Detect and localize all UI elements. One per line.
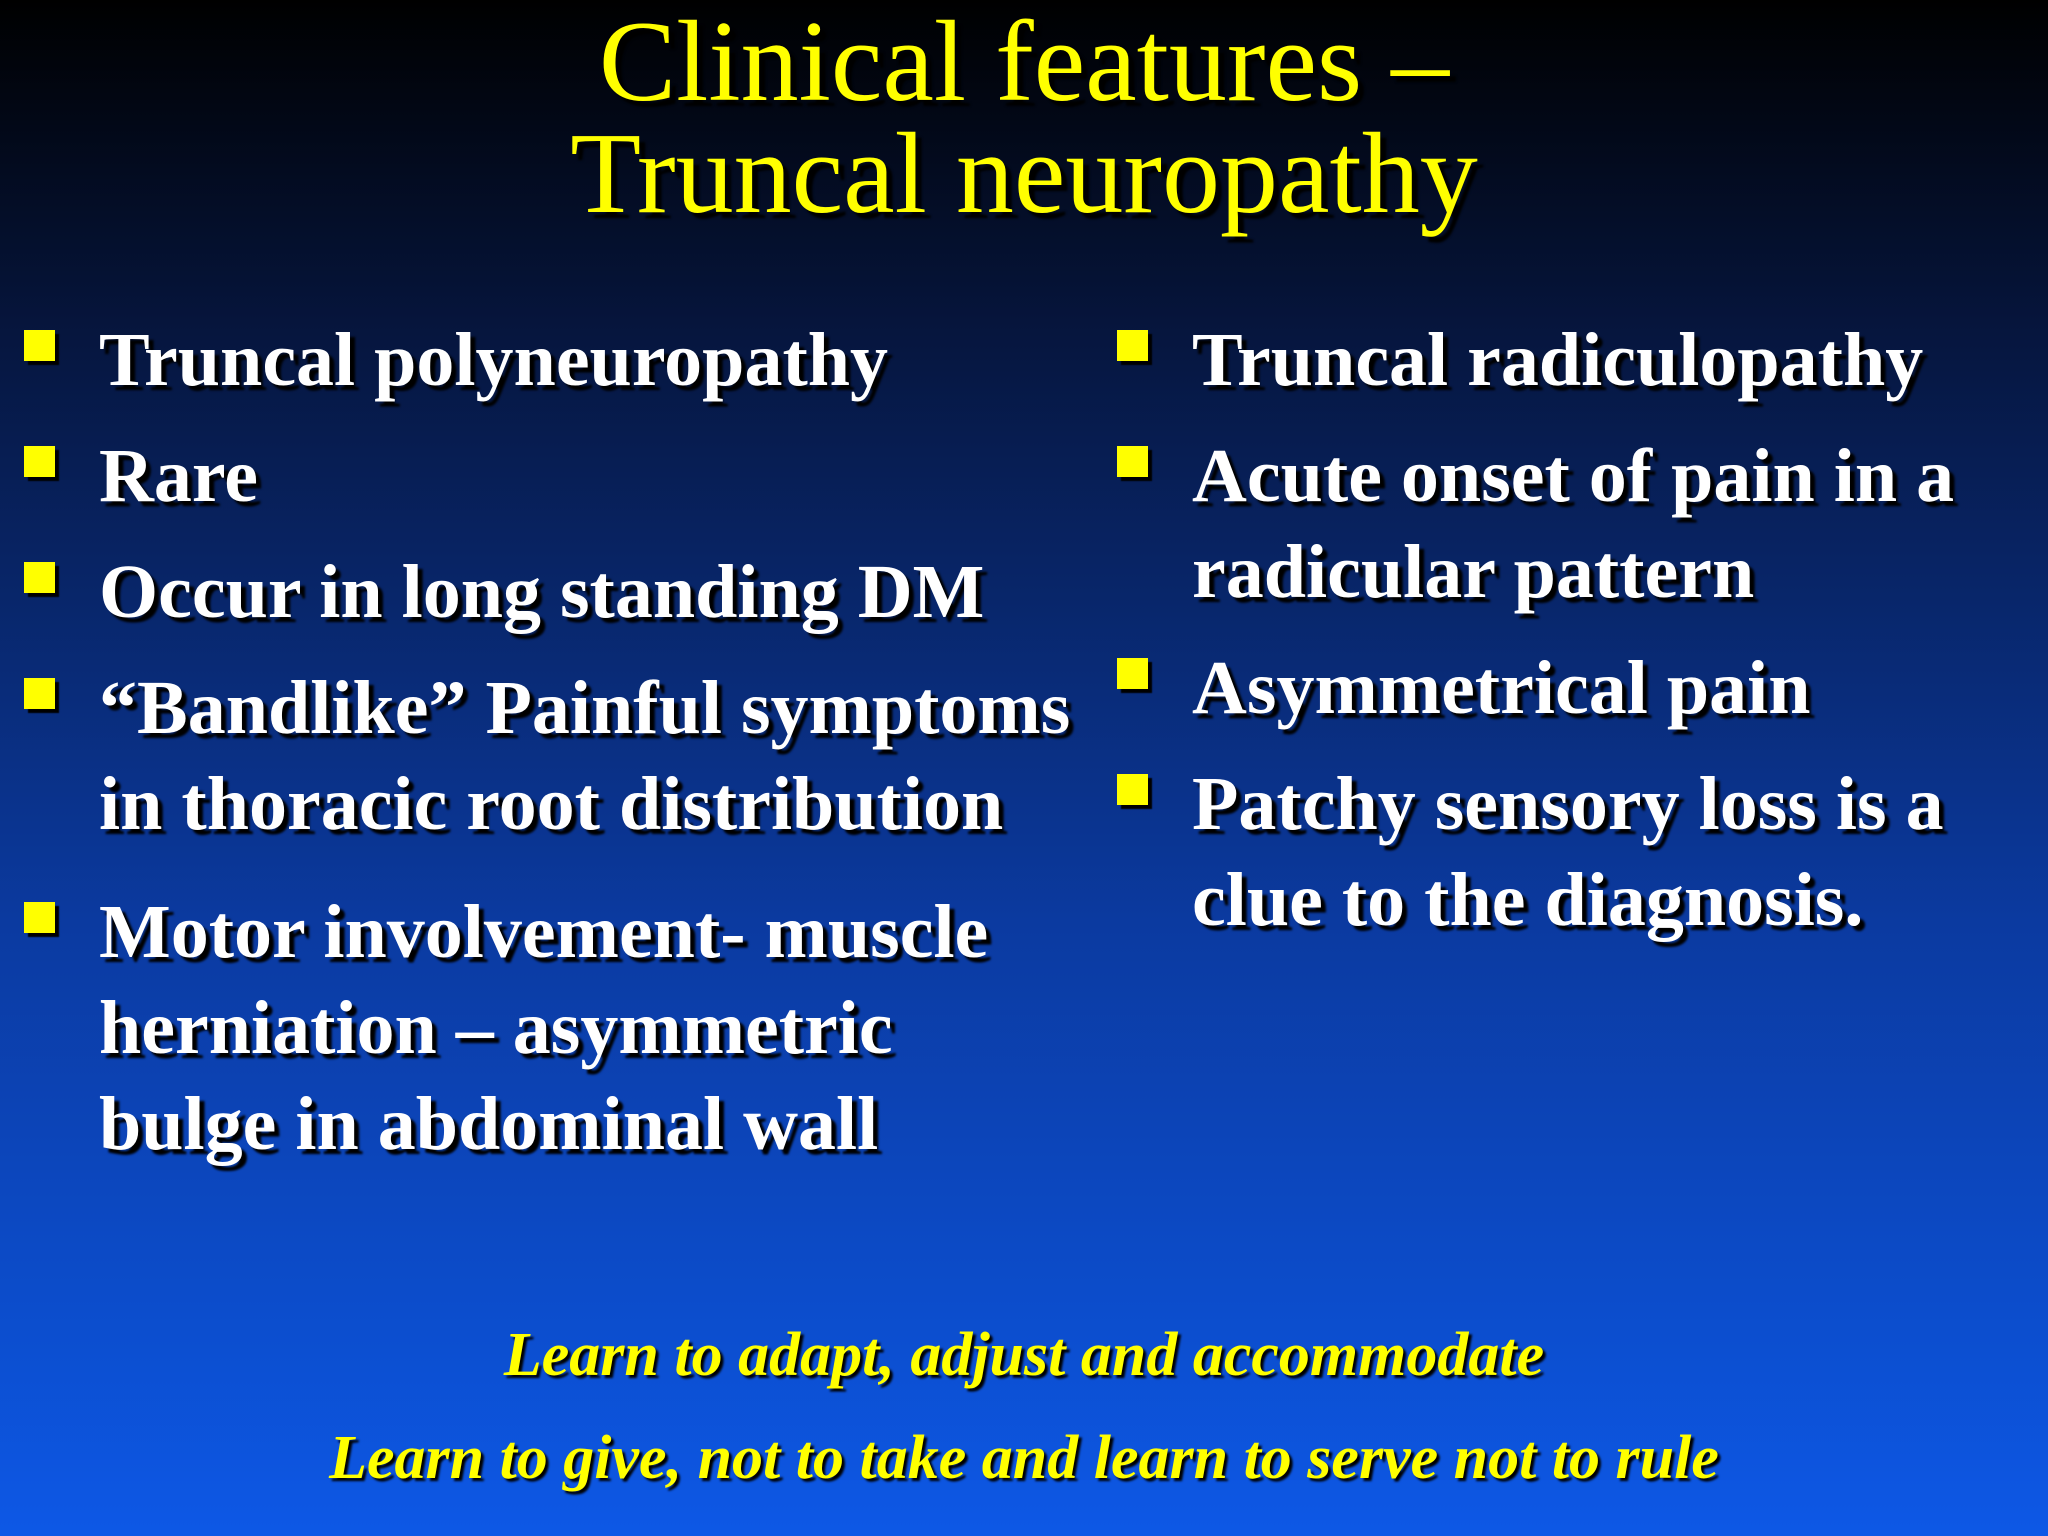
- footer-quote-line-1: Learn to adapt, adjust and accommodate: [503, 1321, 1545, 1389]
- list-item: [1117, 312, 2047, 408]
- footer-quote-line-2: Learn to give, not to take and learn to serve not to rule: [329, 1424, 1719, 1492]
- list-item: [1117, 428, 2047, 620]
- title-line-1: Clinical features –: [598, 0, 1450, 126]
- list-item: [1117, 640, 2047, 736]
- list-item: [24, 312, 1084, 408]
- list-item-text: Truncal polyneuropathy: [99, 318, 889, 402]
- right-bullet-list: [1117, 312, 2047, 968]
- list-item-text: Acute onset of pain in a radicular pattern: [1192, 434, 1955, 614]
- list-item-text: Rare: [99, 434, 258, 518]
- left-bullet-list: [24, 312, 1084, 1192]
- square-bullet-icon: [1117, 658, 1148, 689]
- list-item-text: Occur in long standing DM: [99, 550, 985, 634]
- square-bullet-icon: [24, 446, 55, 477]
- list-item: [24, 544, 1084, 640]
- slide-title: [0, 0, 2048, 238]
- list-item: [24, 660, 1084, 852]
- square-bullet-icon: [24, 902, 55, 933]
- square-bullet-icon: [1117, 774, 1148, 805]
- list-item: [1117, 756, 2047, 948]
- list-item: [24, 884, 1084, 1172]
- list-item-text: Truncal radiculopathy: [1192, 318, 1924, 402]
- square-bullet-icon: [24, 330, 55, 361]
- square-bullet-icon: [24, 562, 55, 593]
- list-item-text: Asymmetrical pain: [1192, 646, 1811, 730]
- square-bullet-icon: [1117, 330, 1148, 361]
- list-item: [24, 428, 1084, 524]
- square-bullet-icon: [1117, 446, 1148, 477]
- square-bullet-icon: [24, 678, 55, 709]
- title-line-2: Truncal neuropathy: [570, 110, 1478, 238]
- list-item-text: Patchy sensory loss is a clue to the diagnosis.: [1192, 762, 1944, 942]
- list-item-text: “Bandlike” Painful symptoms in thoracic root distribution: [99, 666, 1071, 846]
- list-item-text: Motor involvement- muscle herniation – asymmetric bulge in abdominal wall: [99, 890, 989, 1166]
